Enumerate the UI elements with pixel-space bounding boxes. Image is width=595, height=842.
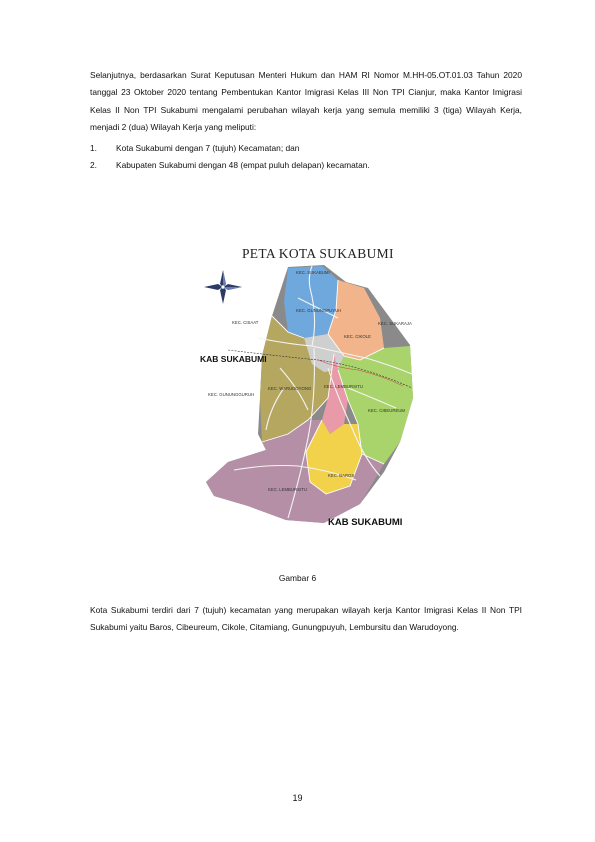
label-kec-gunungguruh: KEC. GUNUNGGURUH — [208, 392, 255, 397]
list-item-number: 1. — [90, 143, 97, 153]
wilayah-kerja-list — [90, 140, 522, 175]
sukabumi-map — [188, 238, 428, 534]
label-kec-baros: KEC. BAROS — [328, 473, 355, 478]
label-kec-lembursitu-bottom: KEC. LEMBURSITU — [268, 487, 307, 492]
figure-caption: Gambar 6 — [278, 573, 317, 583]
list-item-text: Kota Sukabumi dengan 7 (tujuh) Kecamatan; dan — [116, 143, 300, 153]
label-kec-sukabumi: KEC. SUKABUMI — [296, 270, 330, 275]
list-item-text: Kabupaten Sukabumi dengan 48 (empat puluh delapan) kecamatan. — [116, 160, 370, 171]
map-figure — [188, 238, 428, 534]
label-kec-gunungpuyuh: KEC. GUNUNGPUYUH — [296, 308, 342, 313]
page-number: 19 — [292, 793, 303, 803]
list-item — [90, 140, 522, 157]
label-kec-cikole: KEC. CIKOLE — [344, 334, 371, 339]
label-kab-sukabumi-bottom: KAB SUKABUMI — [328, 517, 403, 528]
compass-rose-icon — [204, 270, 242, 304]
label-kab-sukabumi-left: KAB SUKABUMI — [200, 354, 267, 364]
label-kec-sukaraja: KEC. SUKARAJA — [378, 321, 412, 326]
label-kec-cisaat: KEC. CISAAT — [232, 320, 259, 325]
label-kec-lembursitu-top: KEC. LEMBURSITU — [324, 384, 363, 389]
map-title: PETA KOTA SUKABUMI — [242, 246, 394, 261]
list-item — [90, 157, 522, 174]
intro-paragraph: Selanjutnya, berdasarkan Surat Keputusan Menteri Hukum dan HAM RI Nomor M.HH-05.OT.01.03 Tahun 2020 tanggal 23 Oktober 2020 tentang Pembentukan Kantor Imigrasi Kelas III Non TPI Cianjur, maka Kantor Imigrasi Kelas II Non TPI Sukabumi mengalami perubahan wilayah kerja yang semula memiliki 3 (tiga) Wilayah Kerja, menjadi 2 (dua) Wilayah Kerja yang meliputi: — [90, 70, 522, 133]
closing-paragraph: Kota Sukabumi terdiri dari 7 (tujuh) kecamatan yang merupakan wilayah kerja Kantor Imigrasi Kelas II Non TPI Sukabumi yaitu Baros, Cibeureum, Cikole, Citamiang, Gunungpuyuh, Lembursitu dan Warudoyong. — [90, 605, 522, 633]
label-kec-warudoyong: KEC. WARUDOYONG — [268, 386, 312, 391]
list-item-number: 2. — [90, 160, 97, 171]
label-kec-cibeureum: KEC. CIBEUREUM — [368, 408, 406, 413]
